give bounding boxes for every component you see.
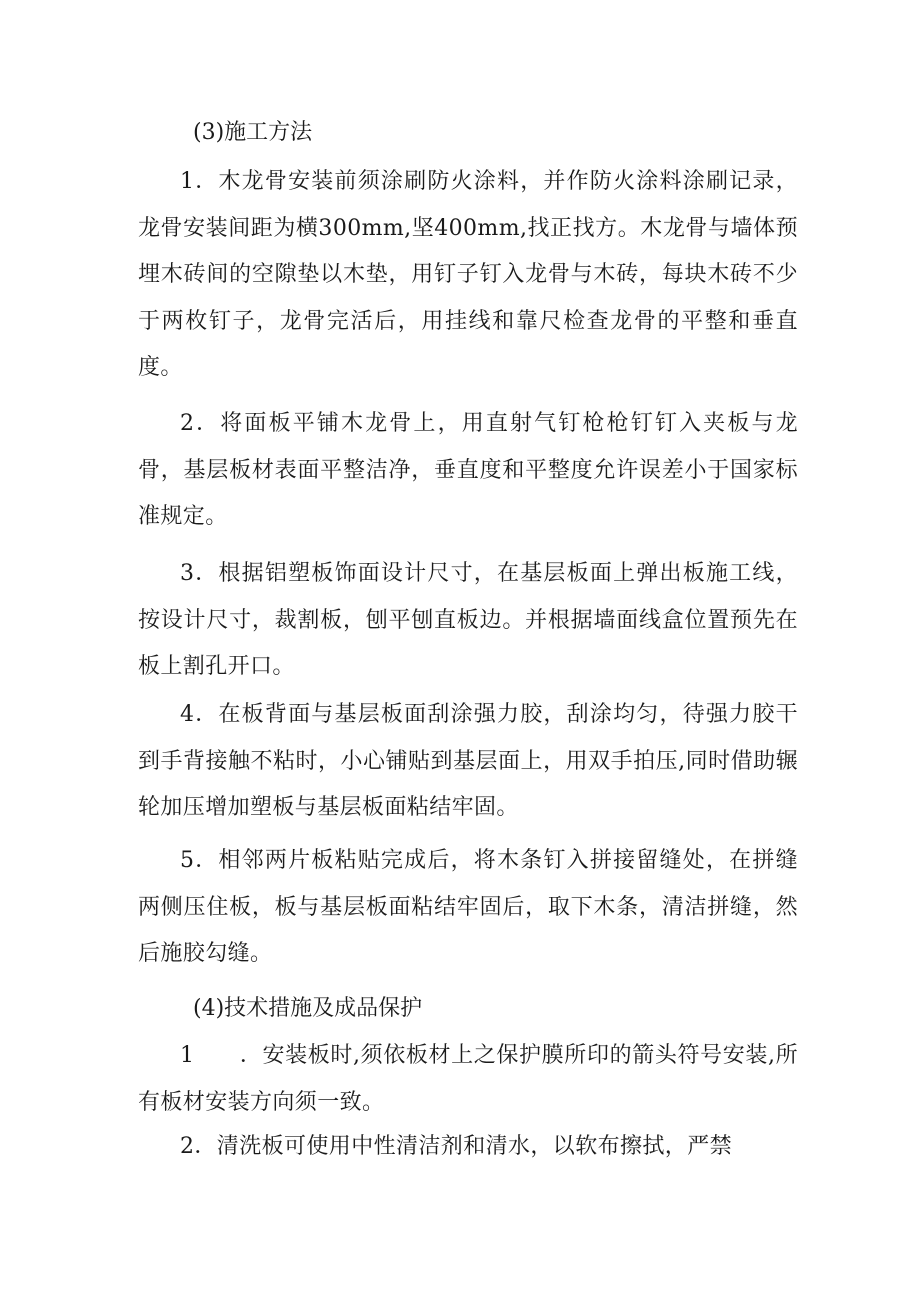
- section-4-item-2: 2．清洗板可使用中性清洁剂和清水，以软布擦拭，严禁: [180, 1134, 732, 1159]
- section-3-heading: (3)施工方法: [193, 120, 313, 145]
- section-3-item-3: 3．根据铝塑板饰面设计尺寸，在基层板面上弹出板施工线，按设计尺寸，裁割板，刨平刨直板边。并根据墙面线盒位置预先在板上割孔开口。: [138, 561, 798, 679]
- section-3-item-1: 1．木龙骨安装前须涂刷防火涂料，并作防火涂料涂刷记录，龙骨安装间距为横300mm,坚400mm,找正找方。木龙骨与墙体预埋木砖间的空隙垫以木垫，用钉子钉入龙骨与木砖，每块木砖不少于两枚钉子，龙骨完活后，用挂线和靠尺检查龙骨的平整和垂直度。: [138, 169, 798, 380]
- section-3-item-2: 2．将面板平铺木龙骨上，用直射气钉枪枪钉钉入夹板与龙骨，基层板材表面平整洁净，垂直度和平整度允许误差小于国家标准规定。: [138, 411, 798, 529]
- section-3-item-5: 5．相邻两片板粘贴完成后，将木条钉入拼接留缝处，在拼缝两侧压住板，板与基层板面粘结牢固后，取下木条，清洁拼缝，然后施胶勾缝。: [138, 848, 798, 966]
- section-4-heading: (4)技术措施及成品保护: [193, 996, 423, 1021]
- section-4-item-1: 1 ．安装板时,须依板材上之保护膜所印的箭头符号安装,所有板材安装方向须一致。: [138, 1043, 798, 1115]
- section-3-item-4: 4．在板背面与基层板面刮涂强力胶，刮涂均匀，待强力胶干到手背接触不粘时，小心铺贴到基层面上，用双手拍压,同时借助辗轮加压增加塑板与基层板面粘结牢固。: [138, 702, 798, 820]
